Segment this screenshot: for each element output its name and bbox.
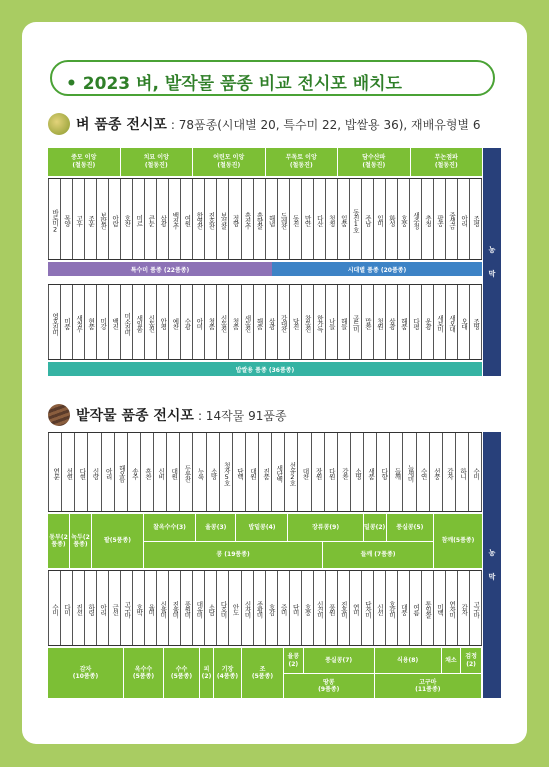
variety-cell: 다원 [325,433,338,511]
variety-cell: 해냄 [266,179,278,259]
variety-cell: 대풍 [398,571,410,645]
variety-cell: 신선 [374,571,386,645]
variety-cell: 소명 [351,433,364,511]
variety-cell: 예찬 [169,285,181,359]
variety-cell: 증미 [278,571,290,645]
variety-cell: 청품 [229,285,241,359]
field-group: 동부(2품종) [48,514,70,568]
variety-cell: 수미 [469,433,482,511]
variety-cell: 팔공 [434,179,446,259]
variety-cell: 흑진주 [242,179,254,259]
variety-cell: 다향 [377,433,390,511]
variety-cell: 늘새미 [403,433,416,511]
variety-cell: 동진1호 [350,179,362,259]
variety-cell: 호찬 [121,179,133,259]
variety-cell: 신비 [154,433,167,511]
field-bottom-band [48,648,482,698]
variety-cell: 삼광 [386,285,398,359]
field-group: 피 (2) [200,648,214,698]
rice-band: 중모 이앙 (철동진) [48,148,121,176]
variety-cell: 단자미 [362,571,374,645]
variety-cell: 말찬 [362,285,374,359]
variety-cell: 통일찰 [422,571,434,645]
rice-section-header [48,113,480,135]
field-middle-band [48,514,482,568]
variety-cell: 진홍미 [338,571,350,645]
rice-band: 치묘 이앙 (철동진) [121,148,194,176]
variety-cell: 여원 [181,179,193,259]
variety-cell: 대유미 [193,571,205,645]
variety-cell: 한가득 [314,285,326,359]
variety-cell: 큰눈 [145,179,157,259]
variety-cell: 신자미 [242,571,254,645]
variety-cell: 추청 [422,179,434,259]
variety-cell: 연미 [350,571,362,645]
variety-cell: 율미 [145,571,157,645]
variety-cell: 하령 [85,571,97,645]
variety-cell: 선유2호 [285,433,298,511]
variety-cell: 영호진미 [48,285,61,359]
variety-cell: 새일품 [133,285,145,359]
variety-cell: 진품 [259,433,272,511]
field-group: 녹두(2품종) [70,514,92,568]
variety-cell: 화성 [386,179,398,259]
variety-cell: 정향 [229,179,241,259]
rice-variety-row-2 [48,284,482,360]
variety-cell: 바로미2 [48,179,61,259]
variety-cell: 감자 [458,571,470,645]
variety-cell: 청청 [326,179,338,259]
page-title: • 2023 벼, 밭작물 품종 비교 전시포 배치도 [66,74,402,94]
variety-cell: 삼광 [266,285,278,359]
variety-cell: 여름 [410,571,422,645]
variety-cell: 강찬 [338,433,351,511]
variety-cell: 선풍 [430,433,443,511]
variety-cell: 새동진 [242,285,254,359]
variety-cell: 새추청 [410,179,422,259]
variety-cell: 진율미 [169,571,181,645]
rice-planting-bands [48,148,482,176]
rice-variety-row-1 [48,178,482,260]
variety-cell: 해오름 [115,433,128,511]
variety-cell: 백진주 [169,179,181,259]
variety-cell: 신랑 [88,433,101,511]
variety-cell: 풍원 [326,571,338,645]
variety-cell: 드레찬 [278,179,290,259]
field-group: 팥(5품종) [92,514,144,568]
rice-band: 담수산파 (철동진) [338,148,411,176]
variety-cell: 선현 [62,433,75,511]
variety-cell: 고구마 [121,571,133,645]
variety-cell: 동진 [290,179,302,259]
variety-cell: 호감미 [386,571,398,645]
variety-cell: 감자 [443,433,456,511]
variety-cell: 두루찬 [180,433,193,511]
variety-cell: 연분 [48,433,62,511]
variety-cell: 신율미 [157,571,169,645]
variety-cell: 다미 [61,571,73,645]
variety-cell: 새단백 [272,433,285,511]
rice-band: 무독토 이앙 (철동진) [266,148,339,176]
field-section-subtitle: : 14작물 91품종 [197,408,287,423]
variety-cell: 백진 [109,285,121,359]
variety-cell: 대원 [167,433,180,511]
era-rice-bar: 시대별 품종 (20품종) [272,262,482,276]
variety-cell: 진호찬 [205,179,217,259]
variety-cell: 조운 [85,179,97,259]
field-group-stack: 율콩 (2) 풍실콩(7) 식용(8) 채소 검정 (2) 땅콩 (9품종) 고구마 (11품종) [284,648,482,698]
variety-cell: 누룩 [193,433,206,511]
field-variety-row-2 [48,570,482,646]
variety-cell: 안노 [229,571,241,645]
variety-cell: 다산 [314,179,326,259]
variety-cell: 보람찬 [97,179,109,259]
variety-cell: 만안 [302,179,314,259]
variety-cell: 장원 [312,433,325,511]
variety-cell: 강대찬 [278,285,290,359]
variety-cell: 목양 [61,179,73,259]
variety-cell: 나들 [326,285,338,359]
field-group: 옥수수 (5품종) [124,648,164,698]
variety-cell: 미강 [97,285,109,359]
variety-cell: 삼광 [157,179,169,259]
variety-cell: 다현 [75,433,88,511]
variety-cell: 다평 [410,285,422,359]
variety-cell: 단백 [233,433,246,511]
variety-cell: 보석찰 [217,179,229,259]
variety-cell: 청원 [374,285,386,359]
field-section-header [48,404,287,426]
variety-cell: 아리 [102,433,115,511]
variety-cell: 신동진 [145,285,157,359]
variety-cell: 미백 [434,571,446,645]
variety-cell: 미품 [61,285,73,359]
variety-cell: 청품 [205,285,217,359]
rice-band: 어린모 이앙 (철동진) [193,148,266,176]
variety-cell: 해품 [398,285,410,359]
variety-cell: 신건미 [314,571,326,645]
variety-cell: 소담 [205,571,217,645]
special-rice-bar: 특수미 품종 (22품종) [48,262,272,276]
variety-cell: 신동진 [217,285,229,359]
variety-cell: 대원 [246,433,259,511]
rice-road-label: 농 막 [483,148,501,376]
variety-cell: 참동진 [302,285,314,359]
field-section-title: 밭작물 품종 전시포 [76,408,194,424]
field-group: 수수 (5품종) [164,648,200,698]
variety-cell: 금선 [109,571,121,645]
field-group: 감자 (10품종) [48,648,124,698]
variety-cell: 풍원미 [181,571,193,645]
variety-cell: 새청무 [73,285,85,359]
field-icon [48,404,70,426]
variety-cell: 아미 [193,285,205,359]
variety-cell: 수광 [181,285,193,359]
variety-cell: 아리 [458,179,470,259]
variety-cell: 일미 [374,179,386,259]
variety-cell: 주황미 [254,571,266,645]
variety-cell: 해들 [338,285,350,359]
variety-cell: 조명 [470,285,482,359]
variety-cell: 일품 [338,179,350,259]
variety-cell: 아람 [109,179,121,259]
variety-cell: 해품 [254,285,266,359]
rice-section-subtitle: : 78품종(시대별 20, 특수미 22, 밥쌀용 36), 재배유형별 6 [170,117,481,132]
variety-cell: 고우 [73,179,85,259]
variety-cell: 한영찬 [193,179,205,259]
variety-cell: 수연 [417,433,430,511]
variety-cell: 청자5호 [220,433,233,511]
variety-cell: 호박 [133,571,145,645]
variety-cell: 호감 [266,571,278,645]
variety-cell: 당진 [290,285,302,359]
variety-cell: 다호미 [217,571,229,645]
variety-cell: 단미 [290,571,302,645]
variety-cell: 미소진미 [121,285,133,359]
rice-icon [48,113,70,135]
field-group: 기장 (4품종) [214,648,242,698]
variety-cell: 아리 [97,571,109,645]
variety-cell: 조평 [470,179,482,259]
variety-cell: 미르 [133,179,145,259]
field-road-label: 농 막 [483,432,501,698]
variety-cell: 오대 [458,285,470,359]
variety-cell: 들깨 [390,433,403,511]
variety-cell: 연자미 [446,571,458,645]
table-rice-bar: 밥쌀용 품종 (36품종) [48,362,482,376]
field-group: 조 (5품종) [242,648,284,698]
variety-cell: 소망 [207,433,220,511]
variety-cell: 새품 [364,433,377,511]
variety-cell: 흑찬 [141,433,154,511]
rice-band: 무논점파 (철동진) [411,148,483,176]
field-group-stack: 찰옥수수(3) 율콩(3) 밥밑콩(4) 장류콩(9) 밀콩(2) 풍실콩(5) 콩 (19품종) 들깨 (7품종) [144,514,434,568]
variety-cell: 주남 [362,179,374,259]
variety-cell: 안평 [157,285,169,359]
rice-section-title: 벼 품종 전시포 [76,117,167,133]
variety-cell: 호풍 [302,571,314,645]
page-title-box [50,60,495,96]
field-variety-row-1 [48,432,482,512]
variety-cell: 수미 [48,571,61,645]
field-group: 참깨(5품종) [441,537,475,545]
variety-cell: 진선 [73,571,85,645]
variety-cell: 송주 [128,433,141,511]
variety-cell: 운광 [422,285,434,359]
variety-cell: 호풍 [398,179,410,259]
variety-cell: 현품 [85,285,97,359]
variety-cell: 대찬 [298,433,311,511]
variety-cell: 고구마 [470,571,482,645]
variety-cell: 새오대 [446,285,458,359]
variety-cell: 골드미 [350,285,362,359]
variety-cell: 하니 [456,433,469,511]
variety-cell: 새보미 [434,285,446,359]
variety-cell: 흑향찰 [254,179,266,259]
variety-cell: 중생금 [446,179,458,259]
